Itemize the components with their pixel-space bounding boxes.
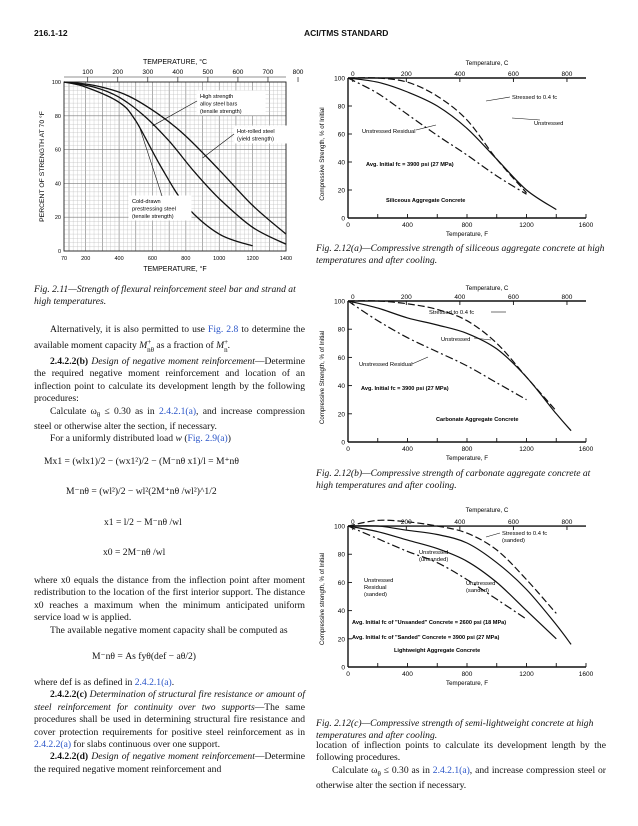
annotation-text: Avg. Initial fc of "Sanded" Concrete = 3900 psi (27 MPa) — [352, 635, 500, 641]
paragraph-where-def — [34, 677, 305, 689]
x-tick-label-c: 200 — [400, 294, 412, 301]
text-run: Calculate ω — [332, 764, 378, 776]
series-label: Stressed to 0.4 fc — [502, 531, 548, 537]
x-tick-label-f: 1400 — [279, 256, 293, 262]
y-tick-label: 40 — [54, 181, 61, 188]
text-run: as a fraction of — [154, 340, 217, 352]
annotation-text: Avg. Initial fc = 3900 psi (27 MPa) — [361, 386, 449, 392]
equation-2: M⁻nθ = (wl²)/2 − wl²(2M⁺nθ /wl²)^1/2 — [66, 486, 217, 497]
x-tick-label-f: 800 — [461, 671, 473, 678]
annotation-text: Siliceous Aggregate Concrete — [386, 198, 466, 204]
figure-2-12c-chart — [316, 507, 602, 690]
x-tick-label-f: 400 — [402, 446, 413, 453]
y-tick-label: 20 — [54, 215, 61, 222]
x-tick-label-f: 1000 — [213, 256, 226, 262]
x-tick-label-c: 0 — [350, 519, 355, 527]
x-tick-label-c: 200 — [400, 519, 412, 527]
x-axis-label: Temperature, F — [446, 231, 488, 238]
y-tick-label: 80 — [337, 551, 345, 559]
series-label: Stressed to 0.4 fc — [429, 310, 475, 316]
x-axis-label: TEMPERATURE, °F — [143, 266, 207, 273]
y-tick-label: 80 — [54, 113, 61, 120]
y-tick-label: 40 — [337, 159, 345, 167]
section-number: 2.4.2.2(b) — [50, 355, 89, 367]
x-tick-label-c: 700 — [262, 69, 274, 76]
figure-2-12a-chart — [316, 58, 602, 238]
x-tick-label-f: 1600 — [578, 222, 594, 229]
left-text-block-1 — [34, 324, 305, 446]
series-label: Unstressed — [441, 337, 471, 343]
text-run: —Determine the required negative moment reinforcement and — [34, 751, 305, 775]
x-axis-label: Temperature, F — [446, 455, 488, 462]
x-tick-label-c: 600 — [507, 71, 519, 78]
standard-title: ACI/TMS STANDARD — [304, 28, 389, 38]
x-tick-label-c: 300 — [142, 69, 154, 76]
link-2-4-2-1a-c[interactable]: 2.4.2.1(a) — [432, 764, 470, 776]
x-tick-label-c: 600 — [232, 69, 244, 76]
text-run: ) — [227, 433, 231, 445]
x-tick-label-c: 800 — [561, 294, 573, 301]
symbol-sup: + — [224, 338, 229, 347]
figure-2-11-chart — [34, 55, 306, 280]
series-label: (sanded) — [502, 538, 525, 544]
series-label: (sanded) — [364, 592, 387, 598]
figure-2-12a-caption: Fig. 2.12(a)—Compressive strength of siliceous aggregate concrete at high temperatures and after cooling. — [316, 243, 605, 266]
text-run: ≤ 0.30 as in — [380, 764, 433, 776]
x-tick-label-f: 1200 — [519, 222, 534, 229]
text-run: , and increase compression steel or otherwise alter the section, if necessary. — [34, 405, 305, 432]
series-label: alloy steel bars — [200, 101, 238, 108]
text-run: for slabs continuous over one support. — [71, 739, 220, 751]
x-tick-label-f: 1200 — [246, 256, 259, 262]
page-header — [34, 28, 602, 42]
x-tick-label-c: 400 — [172, 69, 184, 76]
x-tick-label-f: 600 — [147, 256, 158, 262]
y-tick-label: 0 — [341, 439, 345, 447]
y-tick-label: 100 — [334, 298, 345, 306]
equation-4: x0 = 2M⁻nθ /wl — [103, 547, 166, 558]
page-number: 216.1-12 — [34, 28, 68, 38]
series-label: (yield strength) — [237, 136, 274, 143]
x-tick-label-f: 0 — [346, 222, 350, 229]
text-run: . — [171, 677, 175, 688]
y-tick-label: 60 — [337, 354, 345, 362]
symbol-sub: θ — [377, 769, 381, 778]
text-run: For a uniformly distributed load — [50, 433, 176, 445]
series-label: (tensile strength) — [200, 109, 242, 115]
x-tick-label-c: 0 — [350, 71, 355, 78]
y-tick-label: 80 — [337, 326, 345, 334]
x-tick-label-c: 200 — [112, 69, 124, 76]
figure-2-12b-caption: Fig. 2.12(b)—Compressive strength of carbonate aggregate concrete at high temperatures and after cooling. — [316, 468, 591, 491]
series-label: Cold-drawn — [132, 199, 161, 205]
y-axis-label: Compressive strength, % of Initial — [319, 552, 326, 646]
link-fig-2-8[interactable]: Fig. 2.8 — [208, 324, 239, 335]
y-axis-label: Compressive Strength, % of Initial — [319, 330, 326, 425]
series-label: Unstressed — [534, 121, 564, 127]
x-tick-label-f: 1600 — [578, 671, 594, 678]
paragraph-calculate — [34, 406, 305, 434]
text-run: —Determine the required negative moment reinforcement and location of an inflection point to calculate its development length by the following procedures: — [34, 355, 305, 405]
symbol: M — [216, 340, 225, 352]
x-tick-label-c: 0 — [350, 294, 355, 301]
y-tick-label: 0 — [341, 664, 345, 672]
equation-1: Mx1 = (wlx1)/2 − (wx1²)/2 − (M⁻nθ x1)/l = M⁺nθ — [44, 456, 239, 467]
leader-line — [486, 533, 500, 537]
series-label: (unsanded) — [419, 557, 449, 563]
series-label: Unstressed Residual — [362, 129, 416, 135]
x-axis-title-top: Temperature, C — [465, 507, 509, 514]
x-axis-title-top: Temperature, C — [465, 285, 509, 292]
x-tick-label-f: 0 — [346, 671, 350, 678]
symbol: M — [139, 340, 148, 352]
right-text-block — [316, 740, 606, 793]
x-axis-label: Temperature, F — [446, 680, 488, 687]
x-tick-label-f: 0 — [346, 446, 350, 453]
series-label: Hot-rolled steel — [237, 129, 275, 135]
link-2-4-2-1a[interactable]: 2.4.2.1(a) — [159, 405, 197, 417]
x-tick-label-f: 400 — [402, 222, 413, 229]
paragraph-calculate-right — [316, 765, 606, 793]
symbol-sup: + — [147, 338, 152, 347]
x-tick-label-c: 200 — [400, 71, 412, 78]
leader-line — [486, 97, 510, 101]
y-tick-label: 20 — [337, 411, 345, 419]
equation-5: M⁻nθ = As fyθ(def − aθ/2) — [92, 651, 197, 662]
text-run: —The same procedures shall be used in determining structural fire resistance and cover protection requirements for positive steel reinforcement as in — [34, 701, 305, 738]
annotation-text: Avg. Initial fc = 3900 psi (27 MPa) — [366, 162, 454, 168]
series-label: Residual — [364, 585, 387, 591]
symbol: w — [175, 433, 182, 445]
x-tick-label-f: 1200 — [519, 671, 534, 678]
section-title: Design of negative moment reinforcement — [91, 751, 255, 763]
paragraph-alternative — [34, 324, 305, 356]
paragraph-available: The available negative moment capacity shall be computed as — [50, 624, 288, 636]
leader-line — [152, 101, 197, 126]
leader-line — [416, 125, 436, 130]
data-curve — [348, 301, 556, 411]
link-2-4-2-1a-b[interactable]: 2.4.2.1(a) — [134, 677, 172, 688]
link-fig-2-9a[interactable]: Fig. 2.9(a) — [187, 433, 228, 445]
x-tick-label-f: 400 — [114, 256, 124, 262]
x-tick-label-c: 400 — [454, 294, 466, 301]
text-run: Calculate ω — [50, 405, 97, 417]
section-2-4-2-2b — [34, 356, 305, 406]
paragraph-uniform-load — [34, 433, 305, 445]
series-label: Unstressed — [364, 578, 394, 584]
symbol-sub: θ — [96, 410, 101, 419]
data-curve — [348, 526, 527, 619]
x-axis-title-top: Temperature, C — [465, 60, 509, 67]
y-tick-label: 100 — [51, 80, 61, 86]
y-tick-label: 20 — [337, 636, 345, 644]
x-tick-label-c: 400 — [454, 519, 466, 527]
y-axis-label: PERCENT OF STRENGTH AT 70 °F — [39, 111, 46, 222]
leader-line — [512, 118, 540, 120]
series-label: (sanded) — [466, 588, 489, 594]
x-tick-label-f: 70 — [60, 256, 68, 262]
series-label: Stressed to 0.4 fc — [512, 95, 558, 101]
text-run: ≤ 0.30 as in — [100, 405, 159, 417]
data-curve — [348, 78, 527, 193]
x-tick-label-c: 400 — [454, 71, 466, 78]
series-label: Unstressed Residual — [359, 362, 413, 368]
text-run: Alternatively, it is also permitted to use — [50, 324, 209, 335]
x-tick-label-f: 1600 — [578, 446, 594, 453]
y-tick-label: 0 — [57, 249, 61, 255]
y-tick-label: 60 — [54, 147, 61, 154]
x-tick-label-c: 600 — [507, 519, 519, 527]
figure-2-12c-caption: Fig. 2.12(c)—Compressive strength of semi-lightweight concrete at high temperatures and after cooling. — [316, 718, 594, 741]
text-run: to determine the available moment capacity — [34, 324, 305, 352]
left-text-block-2 — [34, 575, 305, 637]
x-tick-label-c: 600 — [507, 294, 519, 301]
y-tick-label: 80 — [337, 103, 345, 111]
leader-line — [474, 338, 491, 340]
series-label: High strength — [200, 94, 234, 100]
leader-line — [203, 134, 234, 158]
figure-2-12b-chart — [316, 284, 602, 462]
x-tick-label-c: 800 — [292, 69, 304, 76]
annotation-text: Carbonate Aggregate Concrete — [436, 417, 519, 423]
paragraph-where-x0: where x0 equals the distance from the inflection point after moment redistribution to the location of the first interior support. The distance x0 reaches a maximum when the minimum anticipated uniform service load w is applied. — [34, 575, 305, 624]
symbol-sub: n — [224, 345, 228, 354]
x-tick-label-c: 800 — [561, 71, 573, 78]
annotation-text: Avg. Initial fc of "Unsanded" Concrete = 2600 psi (18 MPa) — [352, 620, 507, 626]
annotation-text: Lightweight Aggregate Concrete — [394, 648, 481, 654]
section-title: Design of negative moment reinforcement — [91, 355, 255, 367]
series-label: (tensile strength) — [132, 214, 174, 220]
section-2-4-2-2c — [34, 689, 305, 751]
x-tick-label-c: 500 — [202, 69, 214, 76]
y-tick-label: 100 — [334, 75, 345, 83]
text-run: ( — [181, 433, 188, 445]
series-label: Unstressed — [419, 550, 449, 556]
y-tick-label: 100 — [334, 523, 345, 531]
y-tick-label: 40 — [337, 608, 345, 616]
y-axis-label: Compressive Strength, % of Initial — [319, 107, 326, 201]
x-tick-label-f: 800 — [461, 446, 473, 453]
y-tick-label: 20 — [337, 187, 345, 195]
x-tick-label-f: 800 — [461, 222, 473, 229]
link-2-4-2-2a[interactable]: 2.4.2.2(a) — [34, 739, 72, 751]
section-2-4-2-2d — [34, 751, 305, 776]
text-run: . — [227, 340, 230, 352]
series-label: Unstressed — [466, 581, 496, 587]
x-tick-label-f: 800 — [181, 256, 191, 262]
text-run: where def is as defined in — [34, 677, 135, 688]
symbol-sub: nθ — [147, 345, 155, 354]
y-tick-label: 60 — [337, 131, 345, 139]
y-tick-label: 40 — [337, 383, 345, 391]
section-number: 2.4.2.2(d) — [50, 751, 89, 763]
figure-2-11-caption: Fig. 2.11—Strength of flexural reinforcement steel bar and strand at high temperatures. — [34, 284, 296, 307]
x-tick-label-f: 400 — [402, 671, 413, 678]
x-tick-label-f: 200 — [81, 256, 91, 262]
y-tick-label: 0 — [341, 215, 345, 223]
leader-line — [139, 126, 162, 196]
x-tick-label-c: 800 — [561, 519, 573, 527]
y-tick-label: 60 — [337, 579, 345, 587]
x-tick-label-c: 100 — [82, 69, 94, 76]
section-title: Determination of structural fire resistance or amount of steel reinforcement for continuity over two supports — [34, 689, 305, 713]
left-text-block-3 — [34, 677, 305, 776]
section-number: 2.4.2.2(c) — [50, 689, 88, 701]
x-axis-title-top: TEMPERATURE, °C — [142, 59, 208, 66]
data-curve — [348, 78, 527, 194]
leader-line — [412, 357, 428, 364]
paragraph-inflection: location of inflection points to calculate its development length by the following procedures. — [316, 740, 606, 764]
text-run: , and increase compression steel or otherwise alter the section if necessary. — [316, 764, 606, 792]
series-label: prestressing steel — [132, 206, 176, 213]
equation-3: x1 = l/2 − M⁻nθ /wl — [104, 517, 182, 528]
x-tick-label-f: 1200 — [519, 446, 534, 453]
